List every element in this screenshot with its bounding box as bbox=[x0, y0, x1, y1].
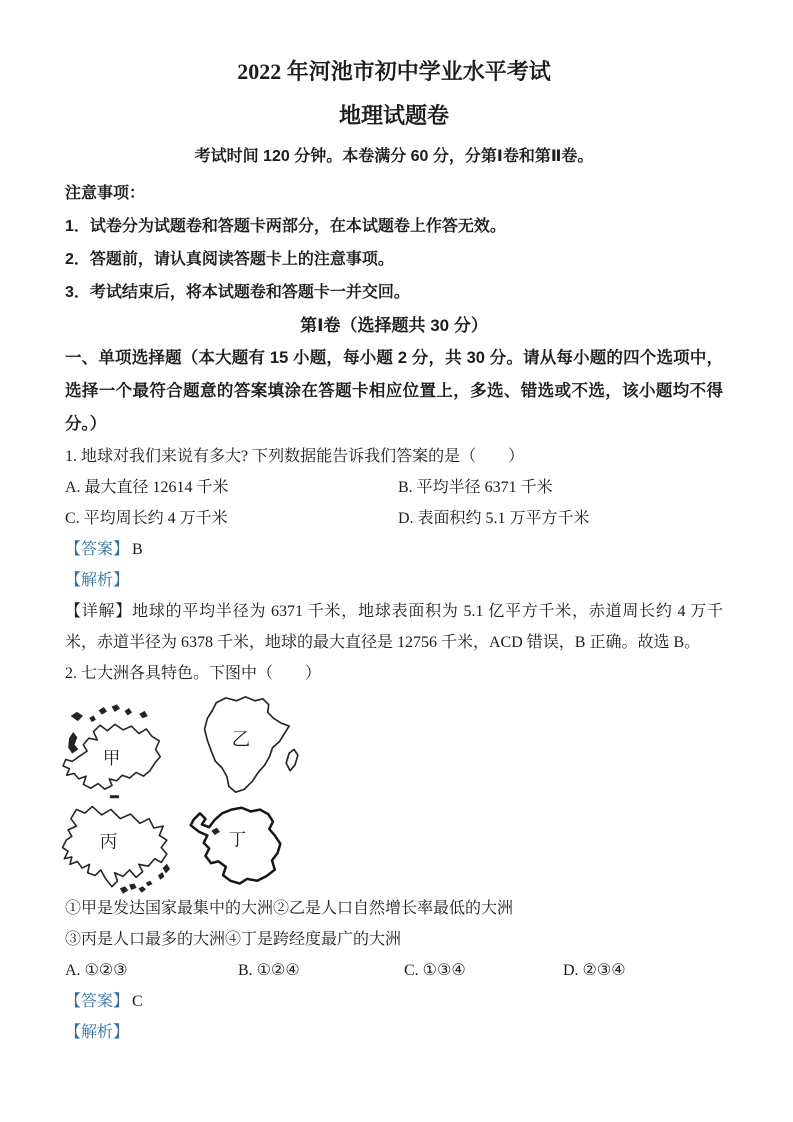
analysis-label: 【解析】 bbox=[65, 572, 130, 589]
answer-label: 【答案】 bbox=[65, 541, 130, 558]
answer-value: B bbox=[132, 541, 143, 558]
question1-options-row1 bbox=[65, 472, 723, 503]
question2-continents-figure bbox=[57, 693, 319, 893]
question1-analysis-line bbox=[65, 565, 723, 596]
analysis-label: 【解析】 bbox=[65, 1024, 130, 1041]
question2-stem: 2. 七大洲各具特色。下图中（ ） bbox=[65, 665, 322, 682]
continent-bing-asia bbox=[57, 801, 177, 896]
continent-yi-africa bbox=[175, 693, 307, 798]
question1-detail-text: 【详解】地球的平均半径为 6371 千米，地球表面积为 5.1 亿平方千米，赤道周长约 4 万千米，赤道半径为 6378 千米，地球的最大直径是 12756 千米，ACD 错误，B 正确。故选 B。 bbox=[65, 603, 723, 651]
question2-option-b: B. ①②④ bbox=[238, 962, 300, 979]
answer-value: C bbox=[132, 993, 143, 1010]
question2-option-d: D. ②③④ bbox=[563, 962, 626, 979]
question2-option-c: C. ①③④ bbox=[404, 962, 466, 979]
question1-options-row2 bbox=[65, 503, 723, 534]
question1-option-a: A. 最大直径 12614 千米 bbox=[65, 479, 229, 496]
exam-title: 2022 年河池市初中学业水平考试 bbox=[237, 59, 551, 84]
question2-statement-1: ①甲是发达国家最集中的大洲②乙是人口自然增长率最低的大洲 bbox=[65, 900, 514, 917]
question2-options-row bbox=[65, 955, 723, 986]
question1-stem: 1. 地球对我们来说有多大? 下列数据能告诉我们答案的是（ ） bbox=[65, 448, 525, 465]
section-title: 第Ⅰ卷（选择题共 30 分） bbox=[300, 316, 488, 335]
notice-item-2: 2．答题前，请认真阅读答题卡上的注意事项。 bbox=[65, 251, 394, 268]
answer-label: 【答案】 bbox=[65, 993, 130, 1010]
question1-answer-line bbox=[65, 534, 723, 565]
question2-analysis-line bbox=[65, 1017, 723, 1048]
paper-subtitle: 地理试题卷 bbox=[338, 103, 449, 128]
question2-option-a: A. ①②③ bbox=[65, 962, 128, 979]
exam-info-line: 考试时间 120 分钟。本卷满分 60 分，分第Ⅰ卷和第Ⅱ卷。 bbox=[194, 148, 594, 165]
continent-label-yi: 乙 bbox=[231, 729, 251, 750]
notice-heading: 注意事项： bbox=[65, 185, 146, 202]
continent-ding-antarctica bbox=[181, 805, 291, 890]
question1-option-b: B. 平均半径 6371 千米 bbox=[398, 479, 553, 496]
question2-answer-line bbox=[65, 986, 723, 1017]
continent-label-ding: 丁 bbox=[228, 829, 247, 850]
question2-statement-2: ③丙是人口最多的大洲④丁是跨经度最广的大洲 bbox=[65, 931, 402, 948]
continent-label-jia: 甲 bbox=[102, 748, 121, 769]
continent-label-bing: 丙 bbox=[99, 831, 118, 852]
continent-jia-europe bbox=[57, 703, 169, 803]
notice-item-1: 1．试卷分为试题卷和答题卡两部分，在本试题卷上作答无效。 bbox=[65, 218, 506, 235]
section-instructions: 一、单项选择题（本大题有 15 小题，每小题 2 分，共 30 分。请从每小题的四个选项中，选择一个最符合题意的答案填涂在答题卡相应位置上，多选、错选或不选，该小题均不得分。） bbox=[65, 349, 723, 433]
question1-option-d: D. 表面积约 5.1 万平方千米 bbox=[398, 510, 590, 527]
notice-item-3: 3．考试结束后，将本试题卷和答题卡一并交回。 bbox=[65, 284, 410, 301]
question1-option-c: C. 平均周长约 4 万千米 bbox=[65, 510, 228, 527]
